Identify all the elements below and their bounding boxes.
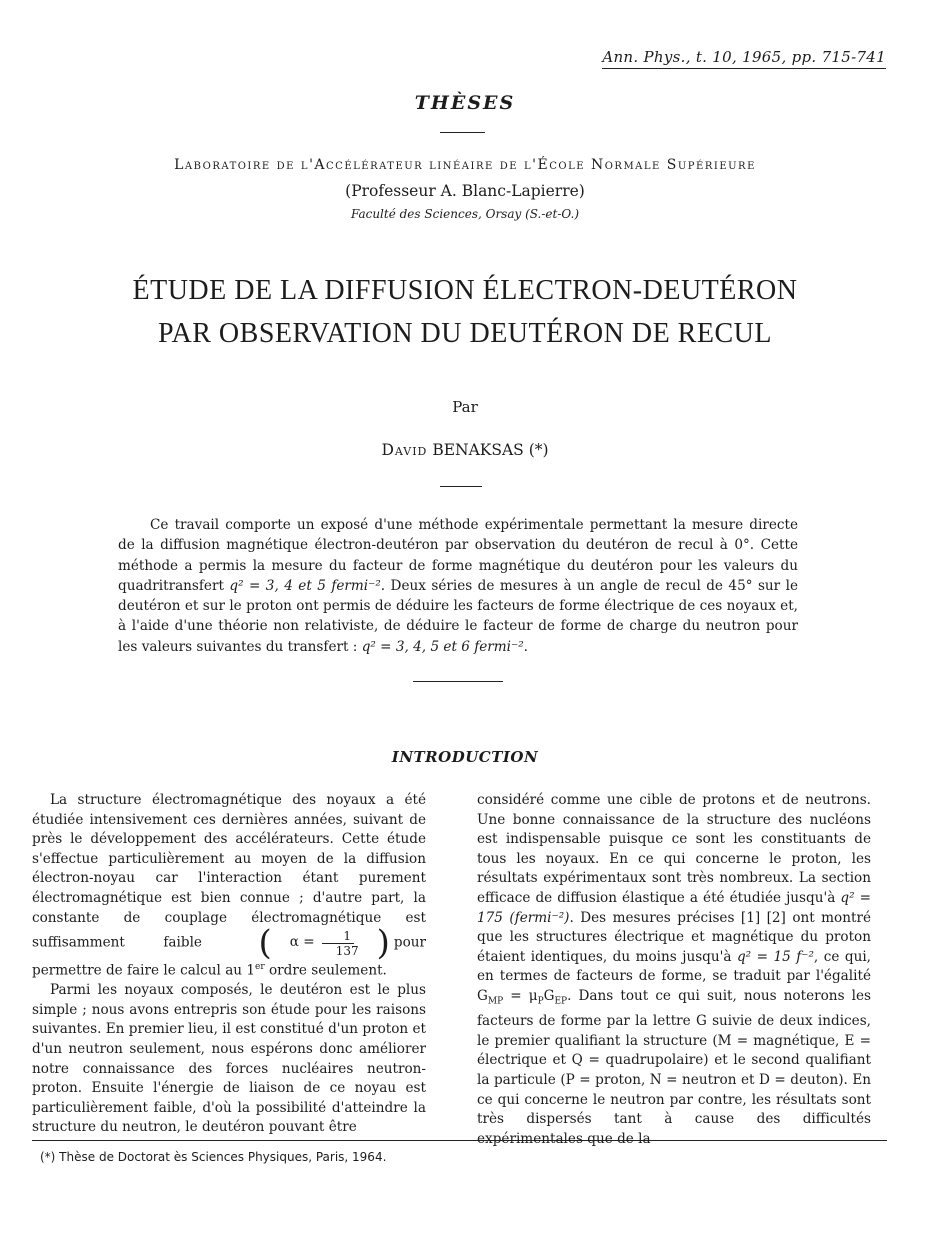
divider [440,486,482,487]
paper-title-line-1: ÉTUDE DE LA DIFFUSION ÉLECTRON-DEUTÉRON [132,275,798,306]
subscript: MP [487,996,504,1007]
abstract-text: . [523,638,528,655]
paragraph: Parmi les noyaux composés, le deutéron est le plus simple ; nous avons entrepris son étude pour les raisons suivantes. En premier lieu, il est constitué d'un proton et d'un neutron seulement, nous espérons donc améliorer notre connaissance des forces nucléaires neutron-proton. Ensuite l'énergie de liaison de ce noyau est particulièrement faible, d'où la possibilité d'atteindre la structure du neutron, le deutéron pouvant être [32,982,426,1136]
formula: q² = 15 f⁻² [736,948,814,965]
footnote: (*) Thèse de Doctorat ès Sciences Physiques, Paris, 1964. [40,1150,387,1164]
formula: G [543,987,555,1004]
author-last-name: BENAKSAS (*) [432,441,549,459]
formula: q² = 175 (fermi⁻²) [477,889,871,926]
alpha-numerator: 1 [322,929,354,944]
paper-title-line-2: PAR OBSERVATION DU DEUTÉRON DE RECUL [158,318,772,349]
divider [413,681,503,682]
formula: = μ [503,987,538,1004]
abstract-q2-values: q² = 3, 4 et 5 fermi⁻² [229,577,381,594]
column-right [477,791,871,1149]
formula: G [477,987,488,1004]
subscript: P [537,996,544,1007]
author [0,441,930,459]
subscript: EP [554,996,568,1007]
superscript: er [255,962,265,973]
paragraph-text: ordre seulement. [264,962,387,979]
abstract-q2-values: q² = 3, 4, 5 et 6 fermi⁻² [361,638,524,655]
abstract [118,515,798,657]
paragraph-text: . Des mesures précises [1] [2] ont montré que les structures électrique et magnétique du proton étaient identiques, du moins jusqu'à [477,909,872,965]
professor: (Professeur A. Blanc-Lapierre) [345,182,585,200]
abstract-text: Ce travail comporte un exposé d'une méthode expérimentale permettant la mesure directe de la diffusion magnétique électron-deutéron par observation du deutéron de recul à 0°. Cette méthode a permis la mesure du facteur de forme magnétique du deutéron pour les valeurs du quadritransfert [118,517,798,594]
running-head: Ann. Phys., t. 10, 1965, pp. 715-741 [602,48,886,69]
paragraph [32,791,426,981]
alpha-lhs: α = [289,934,315,951]
alpha-denominator: 137 [335,943,359,958]
column-left [32,791,426,1138]
footnote-rule [32,1140,887,1141]
faculty: Faculté des Sciences, Orsay (S.-et-O.) [350,207,580,221]
section-label: THÈSES [414,92,516,114]
byline-par: Par [452,398,478,416]
alpha-formula: ( α = $\frac{1}{137}$ ) [258,923,390,964]
author-first-name: David [381,441,428,459]
paragraph [477,791,871,1149]
paragraph-text: La structure électromagnétique des noyaux a été étudiée intensivement ces dernières années, suivant de près le développement des accélérateurs. Cette étude s'effectue particulièrement au moyen de la diffusion électron-noyau car l'interaction étant purement électromagnétique est bien connue ; d'autre part, la constante de couplage électromagnétique est suffisamment faible [32,792,426,951]
paragraph-text: , ce qui, en termes de facteurs de forme, se traduit par l'égalité [477,948,871,985]
paragraph-text: pour permettre de faire le calcul au 1 [32,934,427,979]
laboratory: Laboratoire de l'Accélérateur linéaire de l'École Normale Supérieure [174,157,756,173]
introduction-heading: INTRODUCTION [391,748,539,766]
paragraph-text: considéré comme une cible de protons et de neutrons. Une bonne connaissance de la structure des nucléons est indispensable puisque ce sont les constituants de tous les noyaux. En ce qui concerne le proton, les résultats expérimentaux sont très nombreux. La section efficace de diffusion élastique a été étudiée jusqu'à [477,792,871,906]
divider [440,132,485,133]
abstract-text: . Deux séries de mesures à un angle de recul de 45° sur le deutéron et sur le proton ont permis de déduire les facteurs de forme électrique de ces noyaux et, à l'aide d'une théorie non relativiste, de déduire le facteur de forme de charge du neutron pour les valeurs suivantes du transfert : [118,577,799,655]
paragraph-text: . Dans tout ce qui suit, nous noterons les facteurs de forme par la lettre G suivie de deux indices, le premier qualifiant la structure (M = magnétique, E = électrique et Q = quadrupolaire) et le second qualifiant la particule (P = proton, N = neutron et D = deuton). En ce qui concerne le neutron par contre, les résultats sont très dispersés tant à cause des difficultés expérimentales que de la [477,987,871,1147]
